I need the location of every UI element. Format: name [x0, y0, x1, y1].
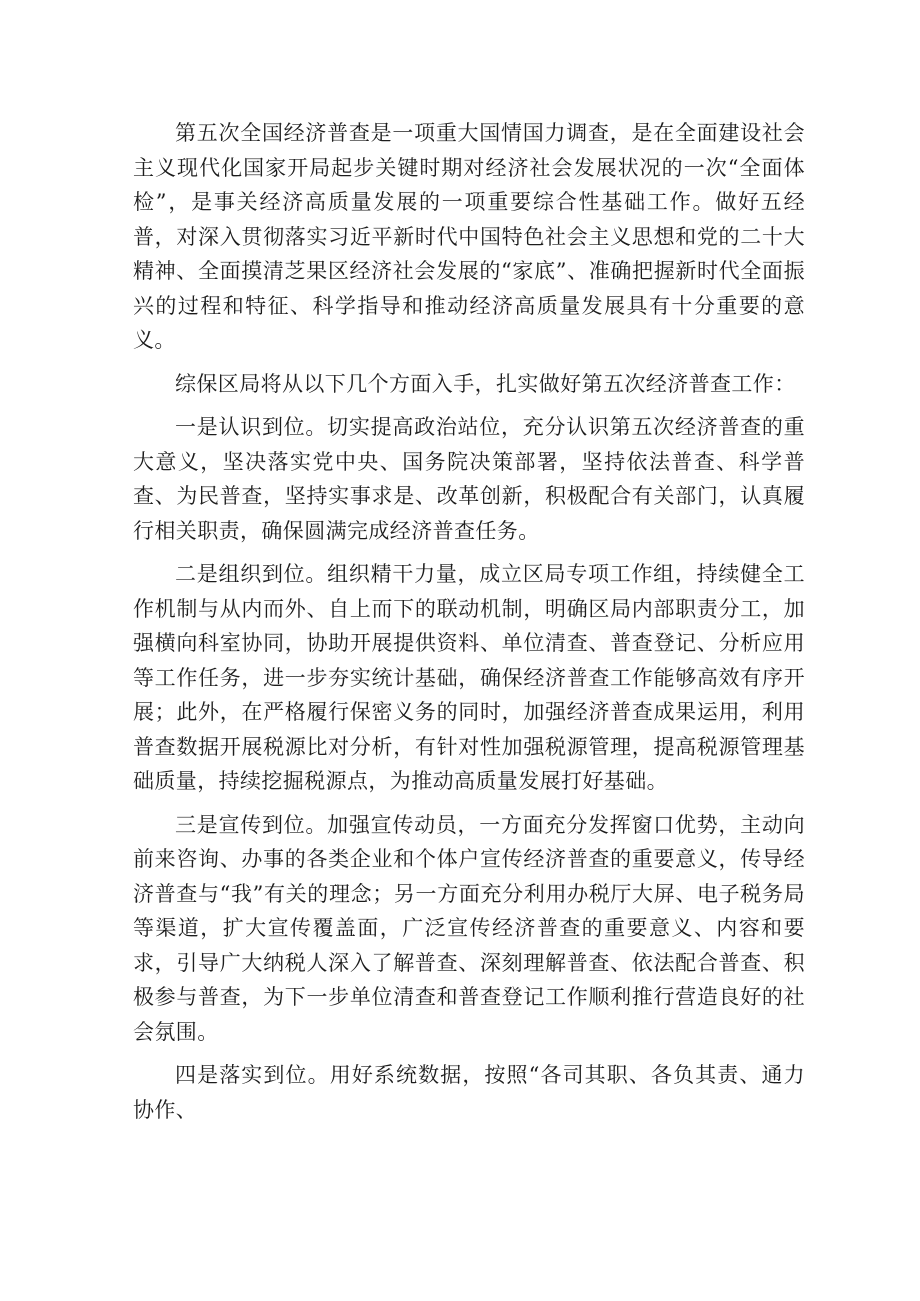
point-two-paragraph: 二是组织到位。组织精干力量，成立区局专项工作组，持续健全工作机制与从内而外、自上而下的联动机制，明确区局内部职责分工，加强横向科室协同，协助开展提供资料、单位清查、普查登记、分析应用等工作任务，进一步夯实统计基础，确保经济普查工作能够高效有序开展；此外，在严格履行保密义务的同时，加强经济普查成果运用，利用普查数据开展税源比对分析，有针对性加强税源管理，提高税源管理基础质量，持续挖掘税源点，为推动高质量发展打好基础。: [133, 562, 805, 793]
point-one-paragraph: 一是认识到位。切实提高政治站位，充分认识第五次经济普查的重大意义，坚决落实党中央、国务院决策部署，坚持依法普查、科学普查、为民普查，坚持实事求是、改革创新，积极配合有关部门，认真履行相关职责，确保圆满完成经济普查任务。: [133, 415, 805, 543]
point-four-paragraph: 四是落实到位。用好系统数据，按照“各司其职、各负其责、通力协作、: [133, 1063, 805, 1122]
point-three-paragraph: 三是宣传到位。加强宣传动员，一方面充分发挥窗口优势，主动向前来咨询、办事的各类企业和个体户宣传经济普查的重要意义，传导经济普查与“我”有关的理念；另一方面充分利用办税厅大屏、电子税务局等渠道，扩大宣传覆盖面，广泛宣传经济普查的重要意义、内容和要求，引导广大纳税人深入了解普查、深刻理解普查、依法配合普查、积极参与普查，为下一步单位清查和普查登记工作顺利推行营造良好的社会氛围。: [133, 812, 805, 1044]
intro-paragraph: 第五次全国经济普查是一项重大国情国力调查，是在全面建设社会主义现代化国家开局起步关键时期对经济社会发展状况的一次“全面体检”，是事关经济高质量发展的一项重要综合性基础工作。做好五经普，对深入贯彻落实习近平新时代中国特色社会主义思想和党的二十大精神、全面摸清芝果区经济社会发展的“家底”、准确把握新时代全面振兴的过程和特征、科学指导和推动经济高质量发展具有十分重要的意义。: [133, 121, 805, 352]
overview-paragraph: 综保区局将从以下几个方面入手，扎实做好第五次经济普查工作：: [175, 371, 796, 396]
document-page: [133, 116, 805, 1136]
